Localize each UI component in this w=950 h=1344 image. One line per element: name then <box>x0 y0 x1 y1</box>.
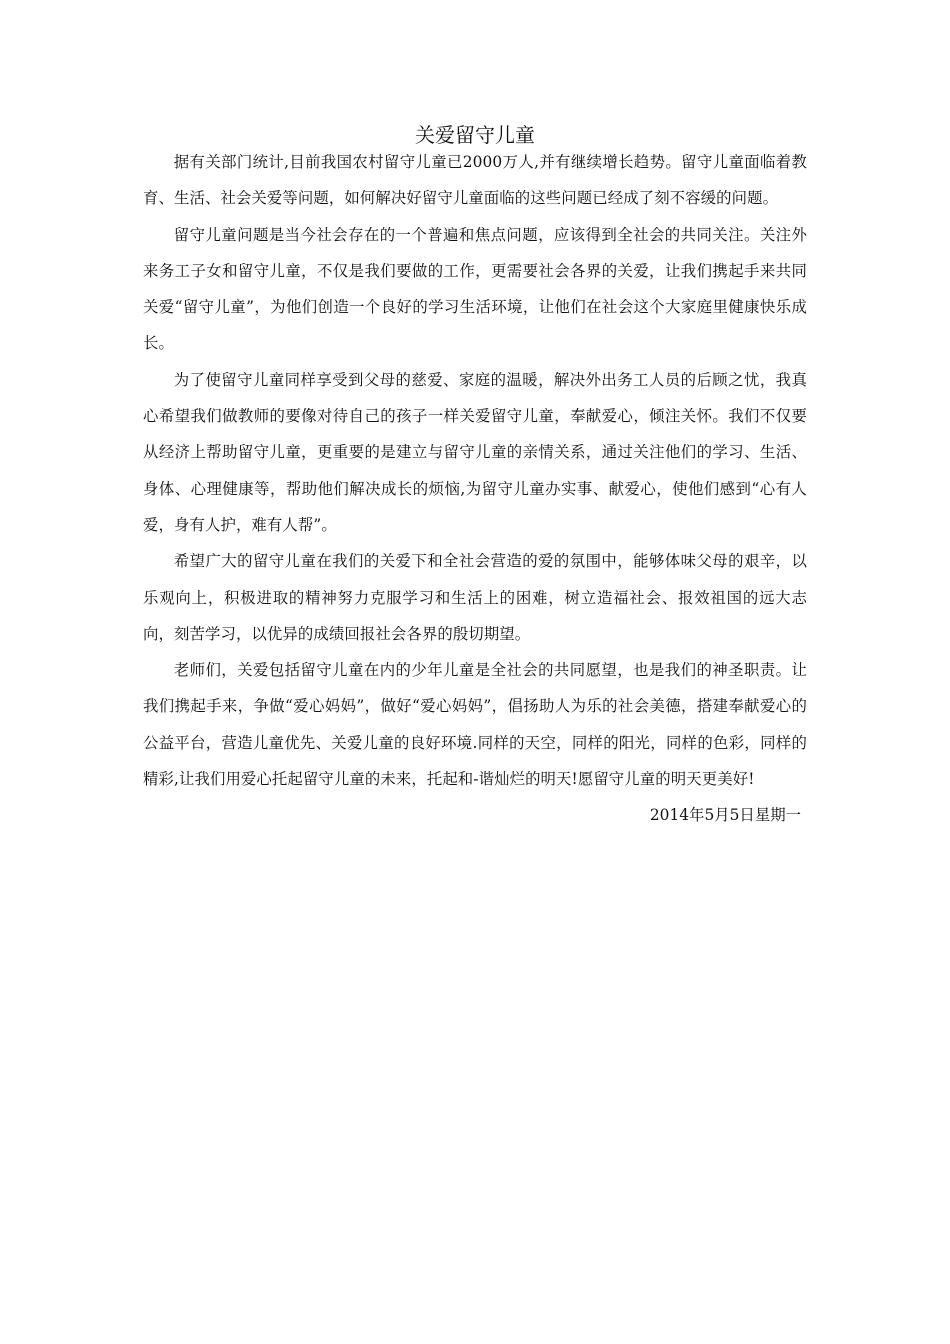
document-page <box>143 120 807 833</box>
paragraph-1: 据有关部门统计,目前我国农村留守儿童已2000万人,并有继续增长趋势。留守儿童面临着教育、生活、社会关爱等问题，如何解决好留守儿童面临的这些问题已经成了刻不容缓的问题。 <box>143 153 807 208</box>
paragraph-3: 为了使留守儿童同样享受到父母的慈爱、家庭的温暖，解决外出务工人员的后顾之忧，我真心希望我们做教师的要像对待自己的孩子一样关爱留守儿童，奉献爱心，倾注关怀。我们不仅要从经济上帮助留守儿童，更重要的是建立与留守儿童的亲情关系，通过关注他们的学习、生活、身体、心理健康等，帮助他们解决成长的烦恼,为留守儿童办实事、献爱心，使他们感到“心有人爱，身有人护，难有人帮”。 <box>143 370 807 534</box>
paragraph-5: 老师们，关爱包括留守儿童在内的少年儿童是全社会的共同愿望，也是我们的神圣职责。让我们携起手来，争做“爱心妈妈”，做好“爱心妈妈”，倡扬助人为乐的社会美德，搭建奉献爱心的公益平台，营造儿童优先、关爱儿童的良好环境.同样的天空，同样的阳光，同样的色彩，同样的精彩,让我们用爱心托起留守儿童的未来，托起和-谐灿烂的明天!愿留守儿童的明天更美好! <box>143 661 807 789</box>
paragraph-4: 希望广大的留守儿童在我们的关爱下和全社会营造的爱的氛围中，能够体味父母的艰辛，以乐观向上，积极进取的精神努力克服学习和生活上的困难，树立造福社会、报效祖国的远大志向，刻苦学习，以优异的成绩回报社会各界的殷切期望。 <box>143 552 807 643</box>
paragraph-2: 留守儿童问题是当今社会存在的一个普遍和焦点问题，应该得到全社会的共同关注。关注外来务工子女和留守儿童，不仅是我们要做的工作，更需要社会各界的关爱，让我们携起手来共同关爱“留守儿童”，为他们创造一个良好的学习生活环境，让他们在社会这个大家庭里健康快乐成长。 <box>143 225 807 353</box>
document-date: 2014年5月5日星期一 <box>649 806 801 825</box>
document-title: 关爱留守儿童 <box>415 123 535 147</box>
